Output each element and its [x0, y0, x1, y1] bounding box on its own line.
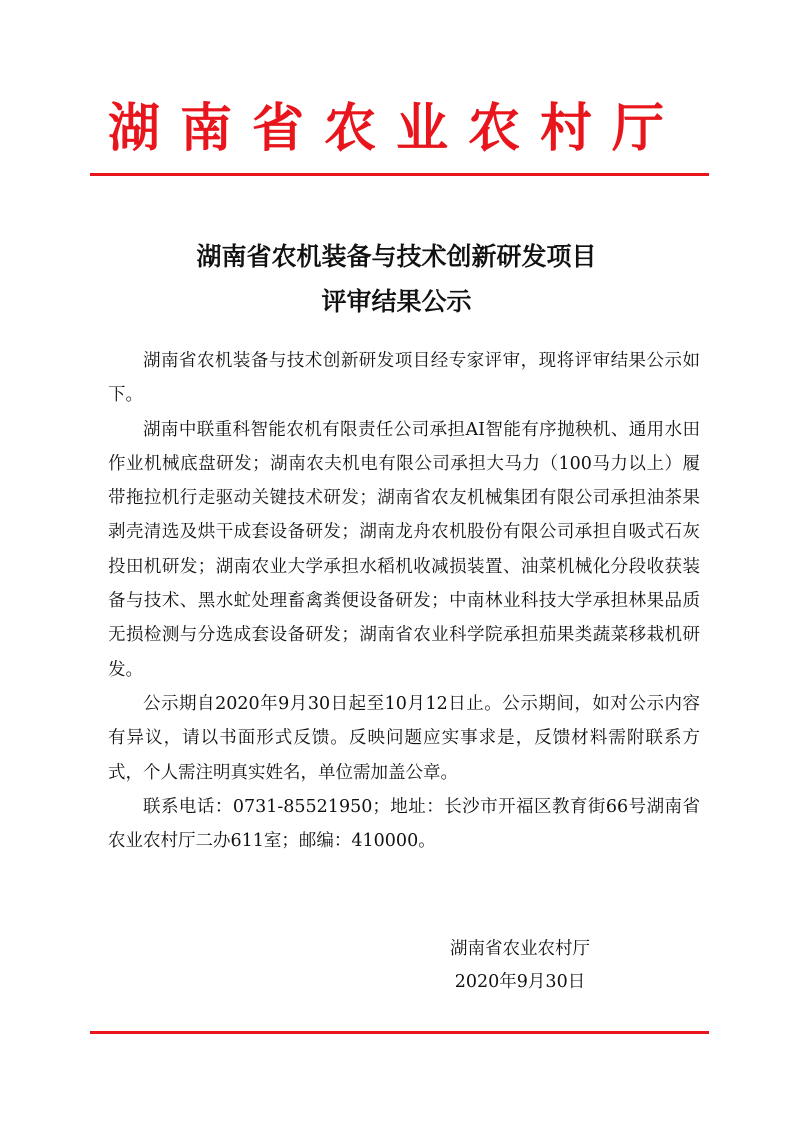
paragraph-projects: 湖南中联重科智能农机有限责任公司承担AI智能有序抛秧机、通用水田作业机械底盘研发；湖南农夫机电有限公司承担大马力（100马力以上）履带拖拉机行走驱动关键技术研发；湖南省农友机械集团有限公司承担油茶果剥壳清选及烘干成套设备研发；湖南龙舟农机股份有限公司承担自吸式石灰投田机研发；湖南农业大学承担水稻机收减损装置、油菜机械化分段收获装备与技术、黑水虻处理畜禽粪便设备研发；中南林业科技大学承担林果品质无损检测与分选成套设备研发；湖南省农业科学院承担茄果类蔬菜移栽机研发。: [108, 419, 700, 680]
document-body: [108, 344, 700, 858]
paragraph-notice-period: 公示期自2020年9月30日起至10月12日止。公示期间，如对公示内容有异议，请以书面形式反馈。反映问题应实事求是，反馈材料需附联系方式，个人需注明真实姓名，单位需加盖公章。: [108, 693, 700, 783]
header-red-rule: [90, 173, 709, 176]
org-header-title: 湖南省农业农村厅: [107, 98, 684, 159]
paragraph-contact: 联系电话：0731-85521950；地址：长沙市开福区教育街66号湖南省农业农村厅二办611室；邮编：410000。: [108, 796, 700, 852]
document-title-line1: 湖南省农机装备与技术创新研发项目: [196, 242, 597, 271]
footer-red-rule: [90, 1031, 709, 1034]
signature-org: 湖南省农业农村厅: [450, 939, 590, 959]
paragraph-intro: 湖南省农机装备与技术创新研发项目经专家评审，现将评审结果公示如下。: [108, 351, 700, 406]
signature-date: 2020年9月30日: [454, 972, 586, 992]
document-title-line2: 评审结果公示: [321, 287, 472, 316]
